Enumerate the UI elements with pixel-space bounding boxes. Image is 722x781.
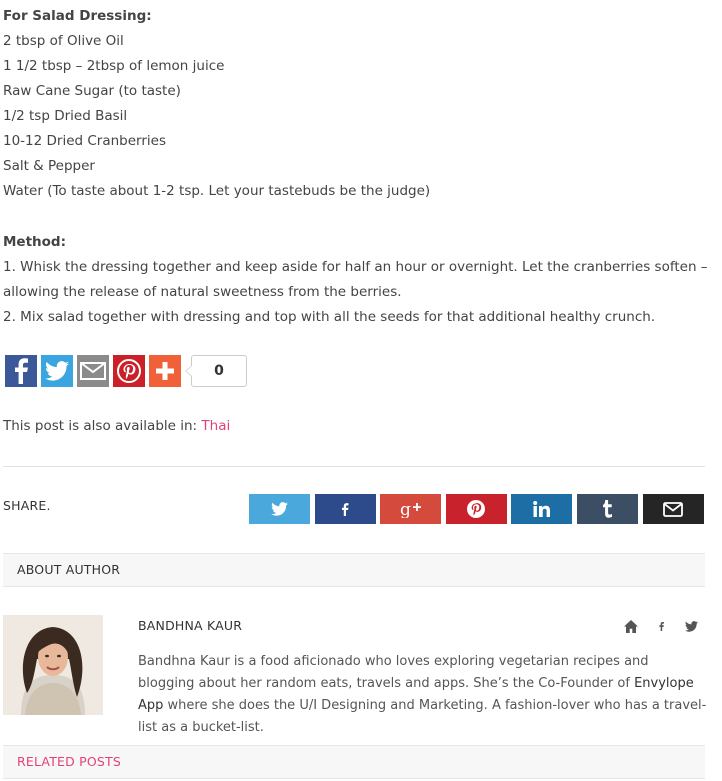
share-bar [249,494,704,524]
pinterest-icon [117,359,141,383]
author-bio [138,651,708,739]
email-share-button[interactable] [643,494,704,524]
twitter-icon [45,361,69,381]
recipe-content [3,4,708,330]
linkedin-share-button[interactable] [511,494,572,524]
about-author-heading: ABOUT AUTHOR [3,553,705,587]
google-plus-icon [400,500,422,518]
pinterest-share-button[interactable] [113,355,145,387]
home-icon [624,620,638,633]
divider [3,466,705,467]
svg-text:g: g [399,500,411,518]
facebook-icon [11,358,31,384]
email-icon [80,362,106,380]
tumblr-icon [602,500,613,518]
ingredient-item: Water (To taste about 1-2 tsp. Let your tastebuds be the judge) [3,183,431,199]
envylope-app-link[interactable]: Envylope App [138,676,694,713]
author-facebook-link[interactable] [646,617,676,635]
share-widget [5,354,247,388]
facebook-icon [658,620,665,633]
author-website-link[interactable] [616,617,646,635]
ingredient-item: 10-12 Dried Cranberries [3,133,167,149]
method-line: 1. Whisk the dressing together and keep aside for half an hour or overnight. Let the cranberries soften – [3,259,708,275]
method-line: allowing the release of natural sweetness from the berries. [3,284,402,300]
pinterest-share-button[interactable] [446,494,507,524]
method-heading: Method: [3,234,66,250]
bio-text: where she does the U/I Designing and Marketing. A fashion-lover who has a travel-list as a bucket-list. [138,698,707,735]
twitter-share-button[interactable] [249,494,310,524]
ingredient-item: 1/2 tsp Dried Basil [3,108,128,124]
ingredient-item: 1 1/2 tbsp – 2tbsp of lemon juice [3,58,225,74]
facebook-share-button[interactable] [5,355,37,387]
twitter-icon [685,621,698,632]
author-twitter-link[interactable] [676,617,706,635]
thai-language-link[interactable]: Thai [201,418,231,434]
ingredient-item: Raw Cane Sugar (to taste) [3,83,181,99]
twitter-icon [271,502,288,516]
share-count: 0 [191,355,247,387]
method-line: 2. Mix salad together with dressing and top with all the seeds for that additional healthy crunch. [3,309,656,325]
ingredient-item: Salt & Pepper [3,158,95,174]
share-label: SHARE. [3,498,51,513]
author-social-links [616,617,706,635]
tumblr-share-button[interactable] [577,494,638,524]
bio-text: Bandhna Kaur is a food aficionado who loves exploring vegetarian recipes and blogging about her random eats, travels and apps. She’s the Co-Founder of [138,654,649,691]
google-plus-share-button[interactable] [380,494,441,524]
related-posts-heading: RELATED POSTS [3,745,705,779]
author-avatar [3,615,103,715]
author-name[interactable]: BANDHNA KAUR [138,618,243,633]
dressing-heading: For Salad Dressing: [3,8,152,24]
twitter-share-button[interactable] [41,355,73,387]
facebook-share-button[interactable] [315,494,376,524]
email-share-button[interactable] [77,355,109,387]
pinterest-icon [467,500,485,518]
plus-icon [155,361,175,381]
availability-text: This post is also available in: [3,418,202,434]
ingredient-item: 2 tbsp of Olive Oil [3,33,124,49]
linkedin-icon [533,501,550,517]
email-icon [663,502,683,517]
facebook-icon [340,501,350,518]
more-share-button[interactable] [149,355,181,387]
language-availability [3,414,230,438]
